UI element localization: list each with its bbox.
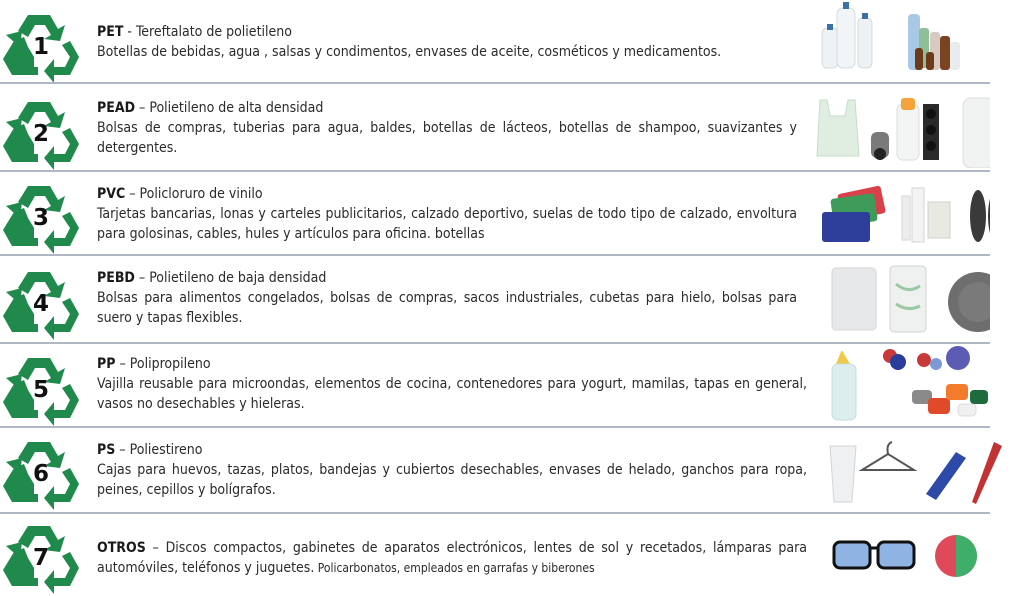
plastic-title: PS – Poliestireno — [97, 442, 203, 458]
product-images — [820, 2, 990, 82]
recycle-number: 7 — [32, 545, 49, 571]
sunglasses-and-ball-icon — [832, 530, 990, 582]
recycle-number: 1 — [32, 34, 49, 60]
product-images — [832, 530, 990, 582]
plastic-row-7 — [0, 514, 990, 596]
plastic-code: PS — [97, 442, 116, 458]
product-images — [828, 264, 990, 336]
baby-bottle-and-caps-icon — [828, 346, 990, 424]
cards-and-soles-icon — [820, 186, 990, 252]
product-images — [826, 438, 1012, 510]
recycle-symbol-icon — [2, 94, 80, 172]
recycle-number: 4 — [32, 291, 49, 317]
plastic-description: Bolsas de compras, tuberias para agua, baldes, botellas de lácteos, botellas de shampoo, suavizantes y detergentes. — [97, 120, 797, 156]
cup-hanger-comb-pen-icon — [826, 438, 1012, 510]
plastic-name: Policloruro de vinilo — [139, 186, 263, 202]
plastic-code: PEAD — [97, 100, 136, 116]
plastic-title: PEAD – Polietileno de alta densidad — [97, 100, 324, 116]
plastic-name: Tereftalato de polietileno — [135, 24, 292, 40]
plastic-row-1 — [0, 2, 990, 88]
plastic-row-3 — [0, 172, 990, 258]
recycle-symbol-icon — [2, 178, 80, 256]
recycle-symbol-icon — [2, 264, 80, 342]
plastic-title: PEBD – Polietileno de baja densidad — [97, 270, 327, 286]
plastic-description: Tarjetas bancarias, lonas y carteles publicitarios, calzado deportivo, suelas de todo tipo de calzado, envoltura para golosinas, cables, hules y artículos para oficina. botellas — [97, 206, 797, 242]
row-divider — [0, 82, 990, 84]
plastic-name: Polietileno de alta densidad — [149, 100, 324, 116]
plastic-code: OTROS — [97, 540, 146, 556]
plastic-code: PP — [97, 356, 116, 372]
recycle-number: 2 — [32, 121, 49, 147]
plastic-name: Poliestireno — [129, 442, 203, 458]
plastic-row-2 — [0, 86, 990, 172]
plastic-row-4 — [0, 256, 990, 342]
plastic-title: PVC – Policloruro de vinilo — [97, 186, 263, 202]
product-images — [815, 90, 990, 168]
recycle-number: 6 — [32, 461, 49, 487]
recycle-symbol-icon — [2, 434, 80, 512]
bottles-icon — [820, 2, 990, 82]
bags-and-bottles-icon — [815, 90, 990, 168]
recycle-symbol-icon — [2, 350, 80, 428]
plastic-name: Polipropileno — [129, 356, 211, 372]
recycle-number: 3 — [32, 205, 49, 231]
plastic-description: Botellas de bebidas, agua , salsas y condimentos, envases de aceite, cosméticos y medicamentos. — [97, 44, 722, 60]
product-images — [828, 346, 990, 424]
plastic-description: Bolsas para alimentos congelados, bolsas de compras, sacos industriales, cubetas para hielo, bolsas para suero y tapas flexibles. — [97, 290, 797, 326]
plastic-name: Polietileno de baja densidad — [149, 270, 327, 286]
plastic-title: PET - Tereftalato de polietileno — [97, 24, 292, 40]
product-images — [820, 186, 990, 252]
recycle-symbol-icon — [2, 518, 80, 596]
plastic-row-5 — [0, 342, 990, 428]
plastic-description: OTROS – Discos compactos, gabinetes de aparatos electrónicos, lentes de sol y recetados, lámparas para automóviles, teléfonos y juguetes. Policarbonatos, empleados en garrafas y biberones — [97, 540, 807, 576]
plastic-title: PP – Polipropileno — [97, 356, 211, 372]
recycle-symbol-icon — [2, 7, 80, 85]
plastic-code: PVC — [97, 186, 126, 202]
plastic-code: PEBD — [97, 270, 135, 286]
bags-and-lid-icon — [828, 264, 990, 336]
plastic-description: Vajilla reusable para microondas, elementos de cocina, contenedores para yogurt, mamilas, tapas en general, vasos no desechables y hieleras. — [97, 376, 807, 412]
plastic-description: Cajas para huevos, tazas, platos, bandejas y cubiertos desechables, envases de helado, ganchos para ropa, peines, cepillos y bolígrafos. — [97, 462, 807, 498]
plastic-row-6 — [0, 428, 990, 514]
recycle-number: 5 — [32, 377, 49, 403]
plastic-code: PET — [97, 24, 124, 40]
